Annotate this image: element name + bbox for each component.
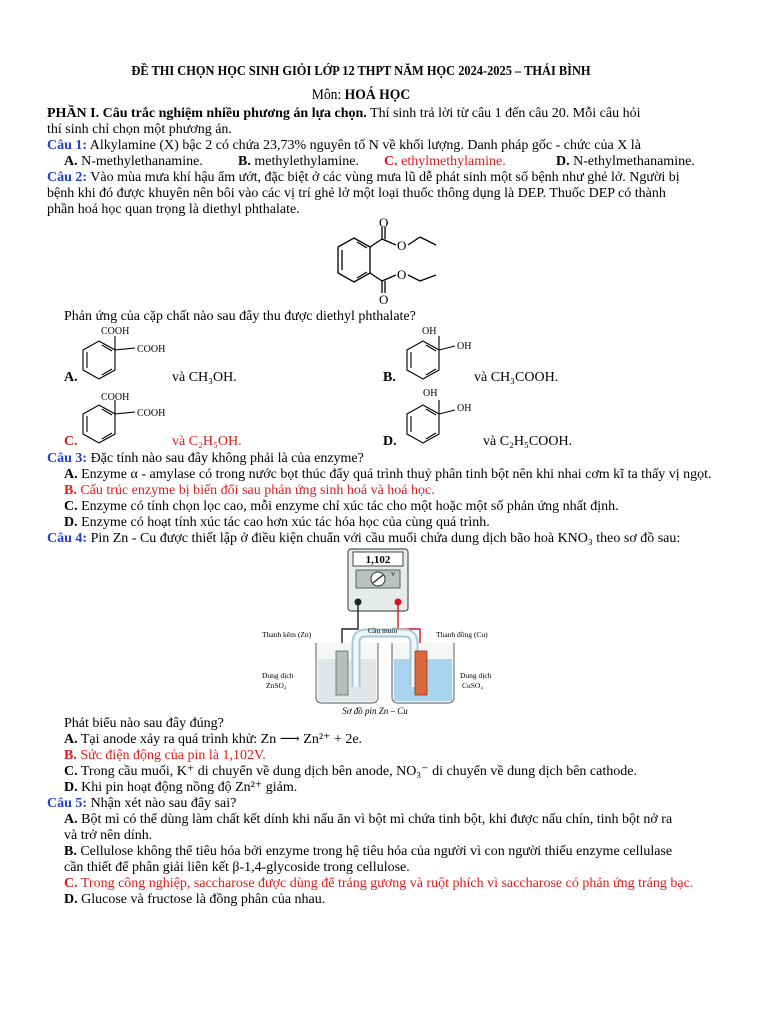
q2-a-key: A. (64, 370, 78, 385)
q2-option-a-text: và CH₃OH. (172, 370, 237, 385)
q1-text: Alkylamine (X) bậc 2 có chứa 23,73% nguyên tố N về khối lượng. Danh pháp gốc - chức của X là (87, 138, 641, 153)
diethyl-phthalate-structure (318, 217, 448, 309)
q3-c-text: Enzyme có tính chọn lọc cao, mỗi enzyme chỉ xúc tác cho một hoặc một số phản ứng nhất định. (77, 499, 619, 514)
q3-b-key: B. (64, 483, 77, 498)
meter-unit: V (391, 572, 396, 578)
q4-option-d[interactable] (64, 780, 722, 796)
o-label-2: O (397, 238, 407, 253)
q2-stem-2: bệnh khi đó được khuyên nên bôi vào các vị trí ghẻ lở một loại thuốc thông dụng là DEP. Thuốc DEP có thành (47, 186, 666, 201)
oh-label-b2: OH (457, 341, 472, 352)
q4-option-c[interactable] (64, 764, 722, 780)
q5-option-d[interactable] (64, 892, 722, 908)
q3-option-c[interactable] (64, 499, 722, 515)
q1-c-text: ethylmethylamine. (397, 154, 506, 169)
cooh-label-a2: COOH (137, 344, 166, 355)
q3-a-key: A. (64, 467, 78, 482)
q2-option-c[interactable] (64, 434, 78, 450)
q4-option-a[interactable] (64, 732, 722, 748)
q1-label: Câu 1: (47, 138, 88, 153)
q5-b-text-1: Cellulose không thể tiêu hóa bởi enzyme trong hệ tiêu hóa của người vì con người thiếu enzyme cellulase (76, 844, 673, 859)
q3-a-text: Enzyme α - amylase có trong nước bọt thúc đẩy quá trình thuỷ phân tinh bột nên khi nhai cơm kĩ ta thấy vị ngọt. (77, 467, 712, 482)
oh-label-d2: OH (457, 403, 472, 414)
q5-option-b[interactable] (64, 844, 722, 860)
q3-stem (47, 451, 722, 467)
znso4-label-2: ZnSO₄ (266, 681, 287, 690)
part1-heading (47, 106, 722, 122)
zn-label: Thanh kẽm (Zn) (262, 630, 312, 639)
q5-option-a-cont: và trở nên dính. (64, 828, 153, 843)
q3-d-text: Enzyme có hoạt tính xúc tác cao hơn xúc tác hóa học của cùng quá trình. (77, 515, 490, 530)
q2-d-key: D. (383, 434, 397, 449)
meter-reading: 1,102 (365, 554, 391, 566)
q5-option-c[interactable] (64, 876, 722, 892)
q3-d-key: D. (64, 515, 78, 530)
cuso4-label-1: Dung dịch (460, 671, 492, 680)
part1-instr: Thí sinh trả lời từ câu 1 đến câu 20. Mỗi câu hỏi (366, 106, 641, 121)
exam-title: ĐỀ THI CHỌN HỌC SINH GIỎI LỚP 12 THPT NĂM HỌC 2024-2025 – THÁI BÌNH (131, 63, 591, 78)
q4-b-text: Sức điện động của pin là 1,102V. (76, 748, 266, 763)
q1-d-text: N-ethylmethanamine. (569, 154, 695, 169)
q1-option-d[interactable] (556, 154, 695, 170)
bridge-label: Cầu muối (368, 626, 398, 635)
q1-b-text: methylethylamine. (250, 154, 359, 169)
q2-stem-3: phần hoá học quan trọng là diethyl phthalate. (47, 202, 300, 217)
q5-stem (47, 796, 722, 812)
q2-option-b[interactable] (383, 370, 396, 386)
q4-a-key: A. (64, 732, 78, 747)
q2-option-a[interactable] (64, 370, 78, 386)
zn-cu-cell-diagram (252, 547, 522, 717)
cooh-label-c2: COOH (137, 408, 166, 419)
oh-label-d1: OH (423, 388, 438, 399)
q4-d-key: D. (64, 780, 78, 795)
q2-option-b-text: và CH₃COOH. (474, 370, 559, 385)
cuso4-label-2: CuSO₄ (462, 681, 483, 690)
oh-label-b1: OH (422, 326, 437, 337)
q2-text-1: Vào mùa mưa khí hậu ẩm ướt, đặc biệt ở các vùng mưa lũ dễ phát sinh một số bệnh như ghẻ lở. Người bị (87, 170, 680, 185)
q4-stem (47, 531, 722, 547)
q3-c-key: C. (64, 499, 78, 514)
cu-label: Thanh đồng (Cu) (436, 630, 488, 639)
q4-question: Phát biểu nào sau đây đúng? (64, 716, 224, 731)
q5-d-text: Glucose và fructose là đồng phân của nhau. (77, 892, 326, 907)
q2-label: Câu 2: (47, 170, 88, 185)
q4-a-text: Tại anode xảy ra quá trình khử: Zn ⟶ Zn²⁺ + 2e. (77, 732, 363, 747)
catechol-structure-b (395, 324, 485, 386)
q5-b-key: B. (64, 844, 77, 859)
cooh-label-c1: COOH (101, 392, 130, 403)
q5-d-key: D. (64, 892, 78, 907)
q5-label: Câu 5: (47, 796, 88, 811)
q4-b-key: B. (64, 748, 77, 763)
q2-option-d-text: và C₂H₅COOH. (483, 434, 573, 449)
q1-c-key: C. (384, 154, 398, 169)
q3-text: Đặc tính nào sau đây không phải là của enzyme? (87, 451, 364, 466)
q1-a-text: N-methylethanamine. (77, 154, 203, 169)
q4-option-b[interactable] (64, 748, 722, 764)
q1-option-b[interactable] (238, 154, 359, 170)
znso4-label-1: Dung dịch (262, 671, 294, 680)
q5-text: Nhận xét nào sau đây sai? (87, 796, 237, 811)
part1-instr-2: thí sinh chỉ chọn một phương án. (47, 122, 232, 137)
q5-a-key: A. (64, 812, 78, 827)
catechol-structure-d (395, 386, 485, 450)
q4-c-key: C. (64, 764, 78, 779)
subject-prefix: Môn: (311, 87, 345, 103)
q1-stem (47, 138, 722, 154)
subject-line (0, 87, 722, 103)
o-label-3: O (397, 267, 407, 282)
o-label-1: O (379, 217, 389, 230)
q4-d-text: Khi pin hoạt động nồng độ Zn²⁺ giảm. (77, 780, 298, 795)
q3-label: Câu 3: (47, 451, 88, 466)
q1-option-a[interactable] (64, 154, 203, 170)
q5-option-b-cont: cần thiết để phân giải liên kết β-1,4-glycoside trong cellulose. (64, 860, 410, 875)
q2-stem-1 (47, 170, 722, 186)
q3-b-text: Cấu trúc enzyme bị biến đổi sau phản ứng sinh hoá và hoá học. (76, 483, 435, 498)
q2-option-d[interactable] (383, 434, 397, 450)
phthalic-acid-structure-a (75, 324, 175, 386)
q5-c-key: C. (64, 876, 78, 891)
q5-option-a[interactable] (64, 812, 722, 828)
q1-option-c[interactable] (384, 154, 506, 170)
cell-caption: Sơ đồ pin Zn – Cu (342, 706, 408, 716)
q3-option-a[interactable] (64, 467, 722, 483)
q4-c-text: Trong cầu muối, K⁺ di chuyển về dung dịch bên anode, NO₃⁻ di chuyển về dung dịch bên cathode. (77, 764, 637, 779)
q2-c-key: C. (64, 434, 78, 449)
q4-label: Câu 4: (47, 531, 88, 546)
q3-option-d[interactable] (64, 515, 722, 531)
q5-a-text-1: Bột mì có thể dùng làm chất kết dính khi nấu ăn vì bột mì chứa tinh bột, khi được nấu chín, tinh bột nở ra (77, 812, 673, 827)
q5-c-text: Trong công nghiệp, saccharose được dùng để tráng gương và ruột phích vì saccharose có phản ứng tráng bạc. (77, 876, 694, 891)
q2-option-c-text: và C₂H₅OH. (172, 434, 242, 449)
q1-d-key: D. (556, 154, 570, 169)
subject-name: HOÁ HỌC (344, 87, 411, 103)
cooh-label-a1: COOH (101, 326, 130, 337)
part1-title: PHẦN I. Câu trắc nghiệm nhiều phương án lựa chọn. (47, 106, 367, 121)
q4-text: Pin Zn - Cu được thiết lập ở điều kiện chuẩn với cầu muối chứa dung dịch bão hoà KNO₃ theo sơ đồ sau: (87, 531, 681, 546)
phthalic-acid-structure-c (75, 388, 175, 450)
q2-b-key: B. (383, 370, 396, 385)
q2-question: Phản ứng của cặp chất nào sau đây thu được diethyl phthalate? (64, 309, 416, 324)
q1-a-key: A. (64, 154, 78, 169)
q1-b-key: B. (238, 154, 251, 169)
o-label-4: O (379, 292, 389, 307)
q3-option-b[interactable] (64, 483, 722, 499)
